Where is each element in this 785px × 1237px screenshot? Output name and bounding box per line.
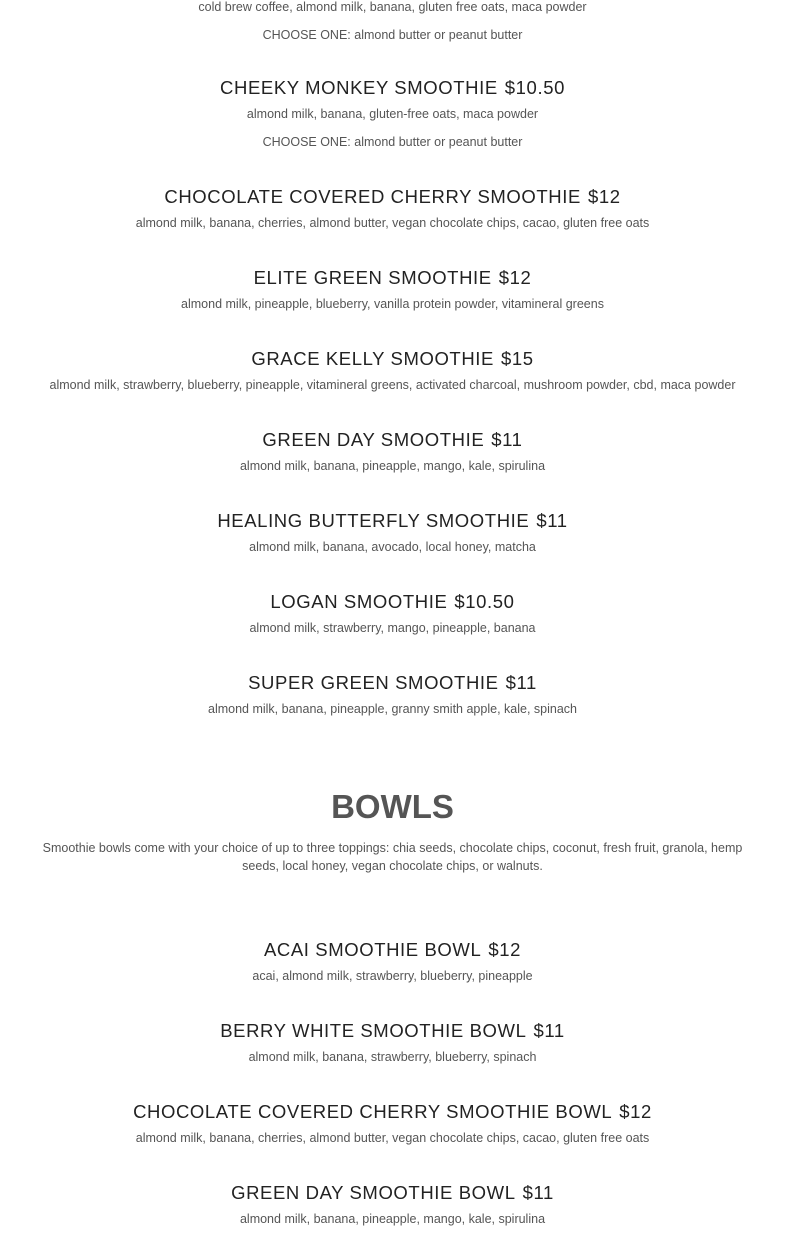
- item-title: [0, 509, 785, 533]
- menu-item-logan: [0, 590, 785, 637]
- item-name: BERRY WHITE SMOOTHIE BOWL: [220, 1020, 527, 1041]
- item-price: $11: [491, 429, 523, 450]
- item-price: $12: [498, 267, 532, 288]
- item-title: [0, 1181, 785, 1205]
- item-title: [0, 428, 785, 452]
- item-description: almond milk, banana, avocado, local honey, matcha: [249, 540, 536, 554]
- item-name: CHEEKY MONKEY SMOOTHIE: [220, 77, 498, 98]
- item-description: acai, almond milk, strawberry, blueberry, pineapple: [252, 969, 533, 983]
- item-price: $15: [500, 348, 534, 369]
- item-option: CHOOSE ONE: almond butter or peanut butter: [262, 28, 523, 42]
- section-intro: Smoothie bowls come with your choice of up to three toppings: chia seeds, chocolate chips, coconut, fresh fruit, granola, hemp seeds, local honey, vegan chocolate chips, or walnuts.: [42, 841, 743, 873]
- item-price: $12: [619, 1101, 652, 1122]
- item-price: $12: [488, 939, 522, 960]
- item-name: ACAI SMOOTHIE BOWL: [263, 939, 482, 960]
- menu-item-elite-green: [0, 266, 785, 313]
- menu-item-grace-kelly: [0, 347, 785, 394]
- item-description: almond milk, strawberry, blueberry, pineapple, vitamineral greens, activated charcoal, mushroom powder, cbd, maca powder: [49, 378, 736, 392]
- menu-item-green-day: [0, 428, 785, 475]
- item-title: [0, 266, 785, 290]
- menu-item-green-day-bowl: [0, 1181, 785, 1228]
- item-description: almond milk, banana, pineapple, mango, kale, spirulina: [239, 459, 546, 473]
- menu-item-chocolate-covered-cherry: [0, 185, 785, 232]
- item-description: almond milk, strawberry, mango, pineapple, banana: [249, 621, 536, 635]
- item-title: [0, 1019, 785, 1043]
- item-name: GRACE KELLY SMOOTHIE: [251, 348, 494, 369]
- item-description: almond milk, banana, pineapple, granny smith apple, kale, spinach: [208, 702, 577, 716]
- item-description: almond milk, banana, cherries, almond butter, vegan chocolate chips, cacao, gluten free oats: [135, 1131, 650, 1145]
- item-description: cold brew coffee, almond milk, banana, gluten free oats, maca powder: [198, 0, 587, 14]
- item-title: [0, 185, 785, 209]
- top-item: [0, 0, 785, 44]
- menu-item-berry-white-bowl: [0, 1019, 785, 1066]
- item-name: GREEN DAY SMOOTHIE BOWL: [231, 1182, 516, 1203]
- item-description: almond milk, banana, cherries, almond butter, vegan chocolate chips, cacao, gluten free oats: [135, 216, 650, 230]
- item-name: HEALING BUTTERFLY SMOOTHIE: [217, 510, 530, 531]
- item-price: $11: [533, 1020, 565, 1041]
- menu-item-acai-bowl: [0, 938, 785, 985]
- section-title: BOWLS: [331, 788, 454, 825]
- item-price: $11: [536, 510, 568, 531]
- item-title: [0, 347, 785, 371]
- menu-item-cheeky-monkey: [0, 76, 785, 151]
- item-name: GREEN DAY SMOOTHIE: [262, 429, 485, 450]
- item-description: almond milk, pineapple, blueberry, vanilla protein powder, vitamineral greens: [181, 297, 604, 311]
- bowls-section-header: [0, 787, 785, 875]
- item-title: [0, 1100, 785, 1124]
- item-price: $10.50: [504, 77, 565, 98]
- item-title: [0, 590, 785, 614]
- item-name: ELITE GREEN SMOOTHIE: [253, 267, 492, 288]
- item-name: SUPER GREEN SMOOTHIE: [248, 672, 499, 693]
- item-name: CHOCOLATE COVERED CHERRY SMOOTHIE: [164, 186, 581, 207]
- item-price: $11: [505, 672, 537, 693]
- menu-item-healing-butterfly: [0, 509, 785, 556]
- item-name: LOGAN SMOOTHIE: [270, 591, 448, 612]
- item-title: [0, 938, 785, 962]
- item-description: almond milk, banana, pineapple, mango, kale, spirulina: [239, 1212, 546, 1226]
- item-title: [0, 76, 785, 100]
- item-price: $12: [587, 186, 621, 207]
- item-price: $10.50: [454, 591, 515, 612]
- menu-item-chocolate-covered-cherry-bowl: [0, 1100, 785, 1147]
- item-description: almond milk, banana, gluten-free oats, maca powder: [246, 107, 539, 121]
- item-price: $11: [522, 1182, 554, 1203]
- item-title: [0, 671, 785, 695]
- item-description: almond milk, banana, strawberry, blueberry, spinach: [248, 1050, 537, 1064]
- item-name: CHOCOLATE COVERED CHERRY SMOOTHIE BOWL: [133, 1101, 613, 1122]
- item-option: CHOOSE ONE: almond butter or peanut butter: [262, 135, 523, 149]
- menu-item-super-green: [0, 671, 785, 718]
